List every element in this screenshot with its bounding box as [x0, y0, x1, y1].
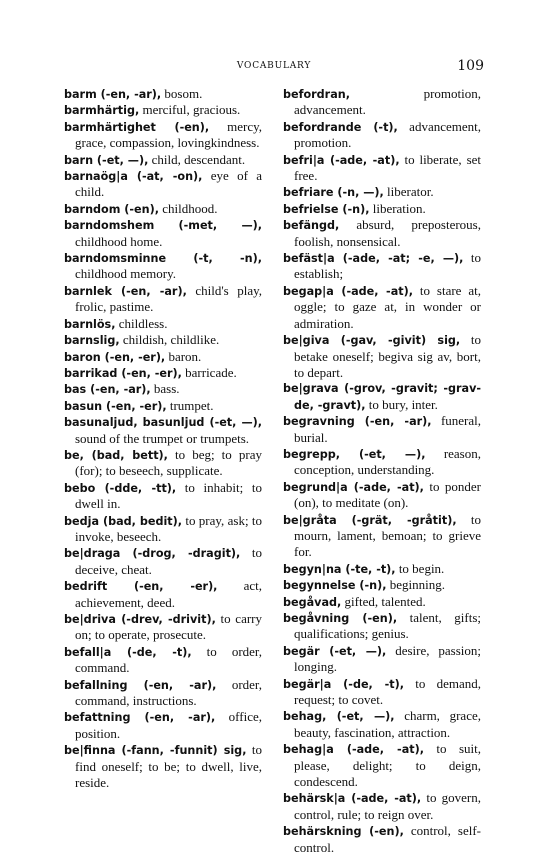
- entry-definition: gifted, talented.: [341, 593, 426, 609]
- dictionary-entry: [64, 480, 262, 513]
- entry-headword: begrepp, (-et, —),: [283, 447, 426, 461]
- entry-definition: to deceive, cheat.: [75, 545, 262, 577]
- entry-headword: befordran,: [283, 88, 350, 101]
- right-column: [283, 86, 481, 856]
- dictionary-entry: [283, 512, 481, 561]
- dictionary-entry: [283, 201, 481, 217]
- dictionary-entry: [283, 643, 481, 676]
- entry-definition: to stare at, oggle; to gaze at, in wonder or admiration.: [294, 282, 481, 331]
- dictionary-entry: [283, 577, 481, 593]
- dictionary-entry: [283, 790, 481, 823]
- entry-definition: to begin.: [395, 560, 445, 576]
- dictionary-entry: [64, 316, 262, 332]
- dictionary-entry: [283, 86, 481, 119]
- entry-definition: reason, conception, understanding.: [294, 445, 481, 478]
- entry-headword: be, (bad, bett),: [64, 448, 168, 462]
- entry-headword: begyn|na (-te, -t),: [283, 562, 396, 576]
- entry-headword: begär (-et, —),: [283, 644, 387, 658]
- dictionary-entry: [64, 119, 262, 152]
- dictionary-entry: [64, 152, 262, 168]
- entry-headword: barnlös,: [64, 317, 116, 331]
- entry-definition: funeral, burial.: [294, 413, 481, 445]
- entry-definition: liberator.: [383, 184, 434, 200]
- dictionary-entry: [283, 381, 481, 413]
- entry-headword: behag|a (-ade, -at),: [283, 743, 424, 757]
- dictionary-entry: [64, 513, 262, 546]
- dictionary-entry: [64, 742, 262, 791]
- dictionary-entry: [64, 381, 262, 397]
- entry-headword: befrielse (-n),: [283, 202, 370, 216]
- entry-definition: act, achievement, deed.: [75, 578, 262, 610]
- entry-headword: barndomsminne (-t, -n),: [64, 252, 262, 266]
- entry-headword: barn (-et, —),: [64, 153, 149, 167]
- entry-definition: childless.: [115, 315, 168, 331]
- dictionary-entry: [64, 365, 262, 381]
- entry-definition: trumpet.: [166, 397, 214, 413]
- entry-headword: be|giva (-gav, -givit) sig,: [283, 334, 461, 348]
- dictionary-entry: [64, 414, 262, 447]
- dictionary-entry: [64, 250, 262, 283]
- dictionary-entry: [283, 823, 481, 856]
- page-number: 109: [457, 58, 484, 74]
- entry-definition: to demand, request; to covet.: [294, 675, 481, 708]
- entry-definition: absurd, preposterous, foolish, nonsensical.: [294, 217, 481, 249]
- entry-headword: basun (-en, -er),: [64, 399, 167, 413]
- dictionary-entry: [283, 708, 481, 741]
- entry-headword: bedja (bad, bedit),: [64, 514, 183, 528]
- dictionary-entry: [64, 349, 262, 365]
- entry-definition: to inhabit; to dwell in.: [75, 479, 262, 512]
- dictionary-entry: [64, 709, 262, 742]
- dictionary-entry: [283, 119, 481, 152]
- dictionary-entry: [64, 398, 262, 414]
- entry-definition: bass.: [150, 381, 180, 397]
- entry-headword: barnlek (-en, -ar),: [64, 284, 187, 298]
- dictionary-entry: [64, 578, 262, 611]
- entry-headword: barmhärtig,: [64, 104, 140, 118]
- entry-definition: childhood home.: [75, 233, 163, 249]
- entry-definition: charm, grace, beauty, fascination, attraction.: [294, 708, 481, 740]
- dictionary-entry: [64, 644, 262, 677]
- dictionary-entry: [283, 676, 481, 709]
- dictionary-entry: [283, 332, 481, 381]
- entry-headword: behärskning (-en),: [283, 825, 404, 839]
- entry-headword: befriare (-n, —),: [283, 186, 384, 200]
- entry-headword: barndomshem (-met, —),: [64, 219, 262, 233]
- left-column: [64, 86, 262, 791]
- entry-definition: advancement, promotion.: [294, 118, 481, 151]
- dictionary-entry: [283, 217, 481, 250]
- dictionary-entry: [64, 611, 262, 644]
- entry-headword: begynnelse (-n),: [283, 579, 387, 593]
- entry-headword: bas (-en, -ar),: [64, 383, 151, 397]
- entry-definition: mercy, grace, compassion, lovingkindness.: [75, 118, 262, 151]
- dictionary-entry: [283, 479, 481, 512]
- entry-headword: bedrift (-en, -er),: [64, 580, 218, 594]
- entry-headword: baron (-en, -er),: [64, 350, 166, 364]
- dictionary-entry: [64, 102, 262, 118]
- entry-definition: order, command, instructions.: [75, 676, 262, 709]
- dictionary-entry: [64, 447, 262, 480]
- entry-definition: to bury, inter.: [365, 396, 438, 412]
- entry-definition: childhood.: [158, 200, 218, 216]
- entry-headword: begrund|a (-ade, -at),: [283, 480, 424, 494]
- dictionary-entry: [64, 86, 262, 102]
- entry-headword: be|gråta (-grät, -gråtit),: [283, 513, 457, 527]
- entry-headword: befordrande (-t),: [283, 120, 398, 134]
- entry-definition: baron.: [165, 348, 202, 364]
- entry-headword: befängd,: [283, 219, 340, 233]
- entry-headword: befattning (-en, -ar),: [64, 711, 216, 725]
- entry-headword: befall|a (-de, -t),: [64, 645, 192, 659]
- entry-definition: beginning.: [386, 577, 445, 593]
- entry-definition: to ponder (on), to meditate (on).: [294, 478, 481, 511]
- entry-definition: sound of the trumpet or trumpets.: [75, 430, 250, 446]
- entry-headword: be|finna (-fann, -funnit) sig,: [64, 744, 247, 758]
- dictionary-entry: [64, 545, 262, 578]
- entry-definition: to beg; to pray (for); to beseech, supplicate.: [75, 446, 262, 479]
- entry-headword: befri|a (-ade, -at),: [283, 153, 400, 167]
- entry-definition: barricade.: [181, 364, 237, 380]
- entry-definition: office, position.: [75, 709, 262, 741]
- entry-definition: to carry on; to operate, prosecute.: [75, 611, 263, 643]
- dictionary-entry: [283, 152, 481, 185]
- entry-headword: be|driva (-drev, -drivit),: [64, 613, 216, 626]
- entry-definition: child, descendant.: [148, 151, 246, 167]
- dictionary-entry: [283, 413, 481, 446]
- dictionary-entry: [283, 741, 481, 790]
- entry-headword: barrikad (-en, -er),: [64, 366, 182, 380]
- dictionary-entry: [64, 201, 262, 217]
- entry-headword: begap|a (-ade, -at),: [283, 284, 413, 298]
- entry-definition: to pray, ask; to invoke, beseech.: [75, 512, 262, 544]
- entry-definition: to liberate, set free.: [294, 151, 482, 184]
- entry-headword: begåvad,: [283, 595, 342, 609]
- dictionary-entry: [283, 184, 481, 200]
- entry-definition: child's play, frolic, pastime.: [75, 282, 263, 315]
- page-header: [64, 58, 484, 76]
- entry-headword: behärsk|a (-ade, -at),: [283, 792, 422, 806]
- entry-headword: barnaög|a (-at, -on),: [64, 170, 203, 184]
- entry-headword: barnslig,: [64, 334, 120, 348]
- entry-definition: control, self-control.: [294, 823, 481, 855]
- entry-headword: befäst|a (-ade, -at; -e, —),: [283, 252, 464, 266]
- entry-headword: begär|a (-de, -t),: [283, 677, 405, 691]
- entry-definition: to betake oneself; begiva sig av, bort, to depart.: [294, 332, 481, 380]
- entry-headword: barndom (-en),: [64, 202, 159, 216]
- entry-definition: liberation.: [369, 200, 426, 216]
- dictionary-entry: [64, 168, 262, 201]
- entry-definition: bosom.: [161, 86, 203, 101]
- entry-headword: barmhärtighet (-en),: [64, 120, 210, 134]
- dictionary-entry: [283, 250, 481, 283]
- entry-headword: behag, (-et, —),: [283, 710, 395, 724]
- entry-definition: talent, gifts; qualifications; genius.: [294, 610, 481, 642]
- entry-headword: be|draga (-drog, -dragit),: [64, 547, 241, 561]
- entry-headword: barm (-en, -ar),: [64, 88, 162, 101]
- entry-definition: merciful, gracious.: [139, 102, 241, 118]
- entry-definition: to suit, please, delight; to deign, condescend.: [294, 741, 481, 790]
- running-title: VOCABULARY: [236, 61, 312, 71]
- entry-definition: desire, passion; longing.: [294, 642, 482, 675]
- dictionary-entry: [283, 561, 481, 577]
- dictionary-entry: [64, 217, 262, 250]
- entry-headword: begåvning (-en),: [283, 612, 398, 625]
- entry-definition: to order, command.: [75, 643, 262, 676]
- dictionary-entry: [283, 610, 481, 643]
- entry-headword: begravning (-en, -ar),: [283, 415, 432, 429]
- entry-definition: childhood memory.: [75, 266, 176, 282]
- dictionary-entry: [64, 283, 262, 316]
- entry-headword: basunaljud, basunljud (-et, —),: [64, 416, 262, 430]
- entry-headword: bebo (-dde, -tt),: [64, 481, 177, 495]
- entry-definition: to find oneself; to be; to dwell, live, reside.: [75, 742, 262, 791]
- entry-definition: to govern, control, rule; to reign over.: [294, 790, 481, 822]
- entry-definition: to establish;: [294, 250, 481, 282]
- dictionary-entry: [64, 332, 262, 348]
- dictionary-entry: [283, 283, 481, 332]
- entry-definition: to mourn, lament, bemoan; to grieve for.: [294, 511, 481, 560]
- entry-definition: childish, childlike.: [119, 332, 220, 348]
- entry-headword: be|grava (-grov, -gravit; -grav-de, -gravt),: [283, 382, 481, 412]
- entry-definition: promotion, advancement.: [294, 86, 481, 118]
- entry-headword: befallning (-en, -ar),: [64, 678, 217, 692]
- dictionary-entry: [283, 594, 481, 610]
- dictionary-entry: [283, 446, 481, 479]
- entry-definition: eye of a child.: [75, 168, 262, 200]
- dictionary-entry: [64, 677, 262, 710]
